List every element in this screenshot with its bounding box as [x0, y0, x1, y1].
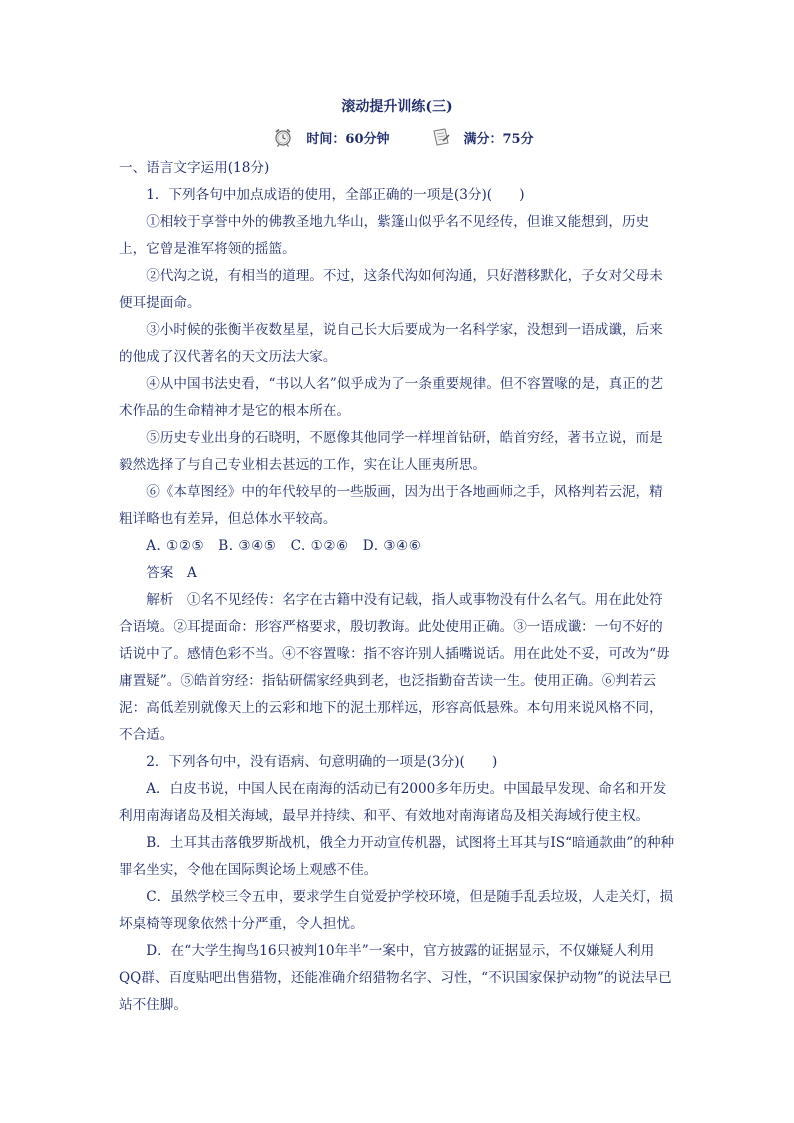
document-body [119, 155, 675, 1019]
score-sheet-icon [430, 126, 452, 148]
question-1-stem: 1．下列各句中加点成语的使用，全部正确的一项是(3分)( ) [146, 187, 525, 203]
exam-meta [0, 126, 794, 148]
page-title: 滚动提升训练(三) [341, 99, 453, 115]
time-limit: 时间：60分钟 [306, 131, 390, 147]
question-1-analysis: 解析 ①名不见经传：名字在古籍中没有记载，指人或事物没有什么名气。用在此处符合语境。②耳提面命：形容严格要求，殷切教诲。此处使用正确。③一语成谶：一句不好的话说中了。感情色彩不当。④不容置喙：指不容许别人插嘴说话。用在此处不妥，可改为“毋庸置疑”。⑤皓首穷经：指钻研儒家经典到老，也泛指勤奋苦读一生。使用正确。⑥判若云泥：高低差别就像天上的云彩和地下的泥土那样远，形容高低悬殊。本句用来说风格不同，不合适。 [119, 592, 670, 743]
question-1-answer: 答案 A [146, 565, 197, 581]
question-2-option-d: D．在“大学生掏鸟16只被判10年半”一案中，官方披露的证据显示，不仅嫌疑人利用QQ群、百度贴吧出售猎物，还能准确介绍猎物名字、习性，“不识国家保护动物”的说法早已站不住脚。 [119, 943, 672, 1013]
alarm-clock-icon [272, 126, 294, 148]
question-2-option-a: A．白皮书说，中国人民在南海的活动已有2000多年历史。中国最早发现、命名和开发利用南海诸岛及相关海域，最早并持续、和平、有效地对南海诸岛及相关海域行使主权。 [119, 781, 667, 824]
question-1-item: ⑤历史专业出身的石晓明，不愿像其他同学一样埋首钻研，皓首穷经，著书立说，而是毅然选择了与自己专业相去甚远的工作，实在让人匪夷所思。 [119, 430, 663, 473]
question-1-item: ①相较于享誉中外的佛教圣地九华山，紫篷山似乎名不见经传，但谁又能想到，历史上，它曾是淮军将领的摇篮。 [119, 214, 650, 257]
full-score: 满分：75分 [463, 131, 534, 147]
question-2-option-c: C．虽然学校三令五申，要求学生自觉爱护学校环境，但是随手乱丢垃圾，人走关灯，损坏桌椅等现象依然十分严重，令人担忧。 [119, 889, 674, 932]
question-1-item: ④从中国书法史看，“书以人名”似乎成为了一条重要规律。但不容置喙的是，真正的艺术作品的生命精神才是它的根本所在。 [119, 376, 664, 419]
question-2-option-b: B．土耳其击落俄罗斯战机，俄全力开动宣传机器，试图将土耳其与IS“暗通款曲”的种种罪名坐实，令他在国际舆论场上观感不佳。 [119, 835, 675, 878]
question-2-stem: 2．下列各句中，没有语病、句意明确的一项是(3分)( ) [146, 754, 498, 770]
question-1-item: ③小时候的张衡半夜数星星，说自己长大后要成为一名科学家，没想到一语成谶，后来的他成了汉代著名的天文历法大家。 [119, 322, 663, 365]
question-1-item: ②代沟之说，有相当的道理。不过，这条代沟如何沟通，只好潜移默化，子女对父母未便耳提面命。 [119, 268, 663, 311]
question-1-options: A. ①②⑤ B. ③④⑤ C. ①②⑥ D. ③④⑥ [146, 538, 422, 554]
question-1-item: ⑥《本草图经》中的年代较早的一些版画，因为出于各地画师之手，风格判若云泥，精粗详略也有差异，但总体水平较高。 [119, 484, 663, 527]
section-heading: 一、语言文字运用(18分) [119, 160, 270, 176]
